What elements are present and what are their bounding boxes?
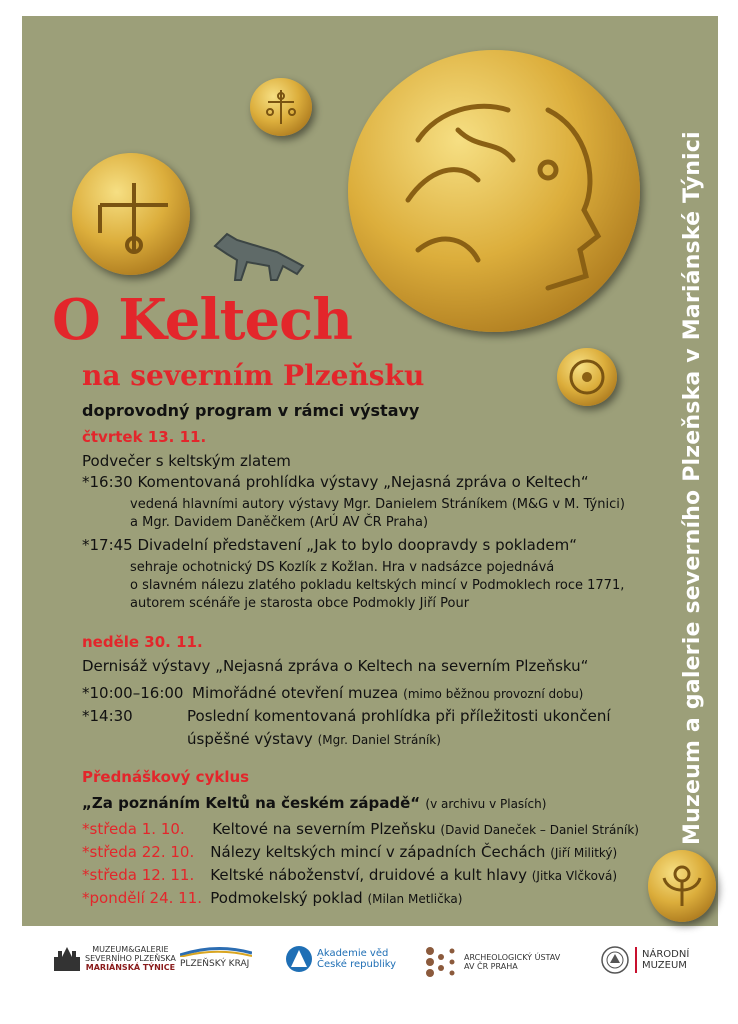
day1-date: čtvrtek 13. 11. [82,428,207,446]
poster-title: O Keltech [52,287,352,353]
coin-large-head [348,50,640,332]
lecture-speaker: (David Daneček – Daniel Stráník) [440,823,639,837]
coin-ring-icon [557,348,617,406]
day2-item2-line2 [187,730,441,748]
lectures-heading: Přednáškový cyklus [82,768,250,786]
akademie-ved-icon [285,945,313,973]
logo-akademie-ved [285,945,396,973]
lecture-speaker: (Jitka Vlčková) [531,869,618,883]
day2-item1-note: (mimo běžnou provozní dobu) [403,687,584,701]
day2-item1-time: *10:00–16:00 [82,684,184,702]
lecture-row [82,866,617,884]
day2-item1 [192,684,583,702]
logo-nm-line1: NÁRODNÍ [642,949,690,960]
day2-item2-time: *14:30 [82,707,133,725]
coin-cross-icon [72,153,190,275]
coin-left [72,153,190,275]
day2-date: neděle 30. 11. [82,633,203,651]
day1-item1-desc1: vedená hlavními autory výstavy Mgr. Danielem Stráníkem (M&G v M. Týnici) [130,497,625,512]
coin-small-top [250,78,312,136]
logo-arup-line1: ARCHEOLOGICKÝ ÚSTAV [464,953,561,962]
logo-plzensky-text: PLZEŇSKÝ KRAJ [180,959,250,969]
logo-muzeum-line2: SEVERNÍHO PLZEŇSKA [85,954,176,963]
plzensky-kraj-swoosh-icon [180,945,252,957]
lecture-row [82,889,462,907]
lecture-star: * [82,889,90,907]
lecture-day: středa 22. 10. [89,843,195,861]
coin-figure-icon [648,850,716,922]
lecture-day: pondělí 24. 11. [89,889,203,907]
church-icon [52,947,82,971]
day1-item1-desc2: a Mgr. Davidem Daněčkem (ArÚ AV ČR Praha) [130,515,429,530]
day1-item1: *16:30 Komentovaná prohlídka výstavy „Nejasná zpráva o Keltech“ [82,473,589,491]
lecture-day: středa 1. 10. [89,820,185,838]
day1-item2-desc1: sehraje ochotnický DS Kozlík z Kožlan. Hra v nadsázce pojednává [130,560,555,575]
day2-item2-note: (Mgr. Daniel Stráník) [317,733,441,747]
lecture-star: * [82,866,90,884]
logo-akademie-line1: Akademie věd [317,948,389,959]
celtic-head-profile-icon [348,50,640,332]
logo-muzeum-line3: MARIÁNSKÁ TÝNICE [85,963,176,972]
day2-item2-text1: Poslední komentovaná prohlídka při příležitosti ukončení [187,707,611,725]
lecture-title: Podmokelský poklad [210,889,363,907]
intro-text: doprovodný program v rámci výstavy [82,401,420,420]
day2-item2-text2: úspěšné výstavy [187,730,313,748]
lecture-title: Nálezy keltských mincí v západních Čechách [210,843,546,861]
logo-plzensky-kraj [180,945,252,969]
lectures-subheading-text: „Za poznáním Keltů na českém západě“ [82,794,421,812]
logo-muzeum-line1: MUZEUM&GALERIE [92,945,169,954]
day2-item1-text: Mimořádné otevření muzea [192,684,399,702]
lecture-speaker: (Jiří Militký) [550,846,618,860]
logo-archeologicky-ustav [424,945,560,979]
lecture-day: středa 12. 11. [89,866,195,884]
logo-narodni-muzeum [600,945,689,975]
day1-item2-desc2: o slavném nálezu zlatého pokladu keltských mincí v Podmoklech roce 1771, [130,578,625,593]
day1-heading: Podvečer s keltským zlatem [82,452,291,470]
narodni-muzeum-seal-icon [600,945,630,975]
coin-symbol-icon [250,78,312,136]
lecture-star: * [82,820,90,838]
coin-small-right [557,348,617,406]
logo-arup-line2: AV ČR PRAHA [464,962,518,971]
lecture-row [82,843,617,861]
archeologicky-ustav-dots-icon [424,945,458,979]
logo-akademie-line2: České republiky [317,959,397,970]
lecture-star: * [82,843,90,861]
day2-heading: Dernisáž výstavy „Nejasná zpráva o Keltech na severním Plzeňsku“ [82,657,589,675]
day1-item2: *17:45 Divadelní představení „Jak to bylo doopravdy s pokladem“ [82,536,577,554]
logo-nm-line2: MUZEUM [642,960,687,971]
lecture-row [82,820,639,838]
lectures-subheading-note: (v archivu v Plasích) [425,797,547,811]
narodni-muzeum-divider [635,947,637,973]
poster-subtitle: na severním Plzeňsku [82,359,425,392]
logo-muzeum-tynice [52,945,176,972]
bronze-horse-figurine [207,226,309,284]
lecture-title: Keltové na severním Plzeňsku [212,820,436,838]
lectures-subheading [82,794,546,812]
lecture-speaker: (Milan Metlička) [367,892,463,906]
day1-item2-desc3: autorem scénáře je starosta obce Podmokly Jiří Pour [130,596,470,611]
vertical-museum-title: Muzeum a galerie severního Plzeňska v Mariánské Týnici [680,131,705,845]
lecture-title: Keltské náboženství, druidové a kult hlavy [210,866,527,884]
coin-bottom-right [648,850,716,922]
